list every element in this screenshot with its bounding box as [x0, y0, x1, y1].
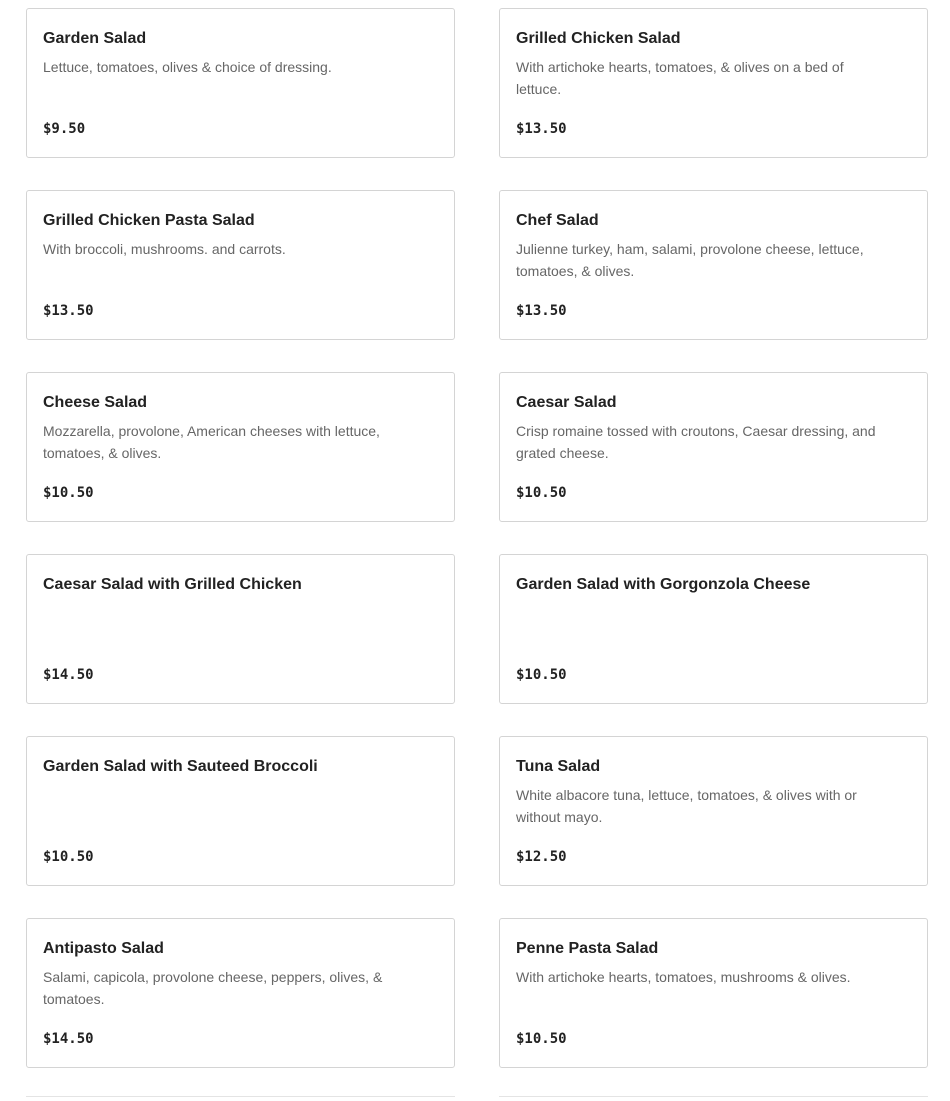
- menu-item-description: Mozzarella, provolone, American cheeses with lettuce, tomatoes, & olives.: [43, 423, 380, 461]
- menu-item-name: Penne Pasta Salad: [516, 940, 659, 957]
- menu-item-description: Salami, capicola, provolone cheese, peppers, olives, & tomatoes.: [43, 969, 383, 1007]
- menu-item-name: Caesar Salad: [516, 394, 617, 411]
- menu-item-price: $10.50: [43, 485, 94, 501]
- menu-item-description: White albacore tuna, lettuce, tomatoes, & olives with or without mayo.: [516, 787, 857, 825]
- menu-item-name: Chef Salad: [516, 212, 599, 229]
- menu-item-card[interactable]: [499, 372, 928, 522]
- menu-item-name: Tuna Salad: [516, 758, 601, 775]
- menu-item-card[interactable]: [26, 918, 455, 1068]
- menu-item-price: $10.50: [516, 667, 567, 683]
- menu-item-price: $14.50: [43, 667, 94, 683]
- menu-item-description: Crisp romaine tossed with croutons, Caesar dressing, and grated cheese.: [516, 423, 876, 461]
- menu-items-grid: [26, 8, 928, 1068]
- menu-item-price: $10.50: [516, 1031, 567, 1047]
- menu-item-description: With artichoke hearts, tomatoes, mushrooms & olives.: [516, 969, 851, 985]
- menu-item-card[interactable]: [26, 554, 455, 704]
- menu-item-card[interactable]: [26, 8, 455, 158]
- menu-item-name: Caesar Salad with Grilled Chicken: [43, 576, 302, 593]
- menu-item-card[interactable]: [499, 554, 928, 704]
- menu-item-price: $12.50: [516, 849, 567, 865]
- menu-item-description: With broccoli, mushrooms. and carrots.: [43, 241, 286, 257]
- menu-item-card[interactable]: [26, 372, 455, 522]
- menu-item-card[interactable]: [499, 190, 928, 340]
- menu-item-name: Garden Salad with Sauteed Broccoli: [43, 758, 318, 775]
- menu-item-description: Julienne turkey, ham, salami, provolone cheese, lettuce, tomatoes, & olives.: [516, 241, 864, 279]
- menu-item-price: $13.50: [516, 121, 567, 137]
- menu-item-name: Garden Salad: [43, 30, 147, 47]
- menu-item-price: $9.50: [43, 121, 86, 137]
- menu-item-name: Grilled Chicken Salad: [516, 30, 681, 47]
- menu-item-name: Antipasto Salad: [43, 940, 164, 957]
- menu-item-name: Garden Salad with Gorgonzola Cheese: [516, 576, 811, 593]
- next-card-edge: [499, 1096, 928, 1101]
- menu-item-name: Cheese Salad: [43, 394, 148, 411]
- next-card-edge: [26, 1096, 455, 1101]
- menu-item-description: With artichoke hearts, tomatoes, & olives on a bed of lettuce.: [516, 59, 844, 97]
- menu-item-card[interactable]: [499, 8, 928, 158]
- menu-item-card[interactable]: [499, 736, 928, 886]
- menu-item-card[interactable]: [499, 918, 928, 1068]
- menu-item-card[interactable]: [26, 190, 455, 340]
- menu-item-price: $10.50: [43, 849, 94, 865]
- menu-item-price: $14.50: [43, 1031, 94, 1047]
- menu-item-description: Lettuce, tomatoes, olives & choice of dressing.: [43, 59, 332, 75]
- menu-item-card[interactable]: [26, 736, 455, 886]
- menu-item-price: $13.50: [43, 303, 94, 319]
- menu-item-price: $10.50: [516, 485, 567, 501]
- menu-item-price: $13.50: [516, 303, 567, 319]
- menu-item-name: Grilled Chicken Pasta Salad: [43, 212, 255, 229]
